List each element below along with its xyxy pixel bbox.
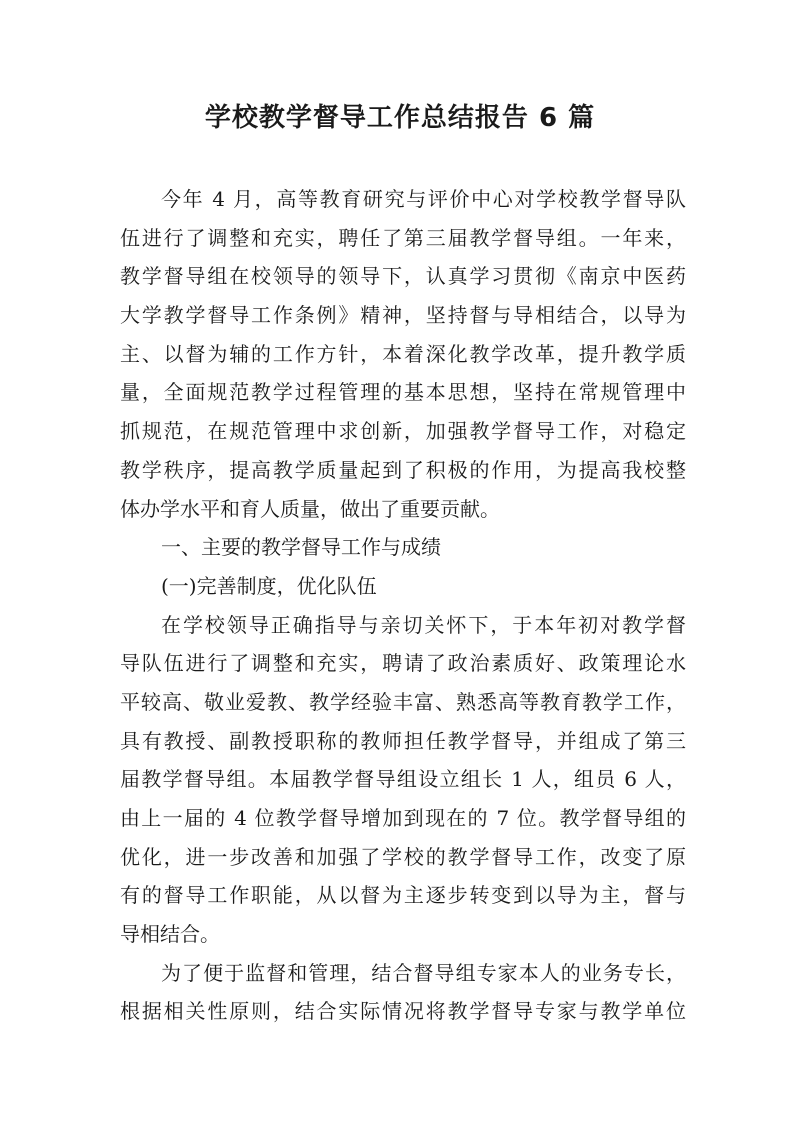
text-line: 抓规范，在规范管理中求创新，加强教学督导工作，对稳定 bbox=[120, 419, 686, 444]
text-line: 有的督导工作职能，从以督为主逐步转变到以导为主，督与 bbox=[120, 883, 686, 908]
text-line: 主、以督为辅的工作方针，本着深化教学改革，提升教学质 bbox=[120, 341, 686, 366]
text-line: 导队伍进行了调整和充实，聘请了政治素质好、政策理论水 bbox=[120, 651, 686, 676]
text-line: 伍进行了调整和充实，聘任了第三届教学督导组。一年来， bbox=[120, 225, 686, 250]
text-line: 一、主要的教学督导工作与成绩 bbox=[161, 535, 441, 560]
text-line: 根据相关性原则，结合实际情况将教学督导专家与教学单位 bbox=[120, 999, 686, 1024]
text-line: 在学校领导正确指导与亲切关怀下，于本年初对教学督 bbox=[161, 612, 686, 637]
text-line: 导相结合。 bbox=[120, 922, 220, 947]
text-line: 平较高、敬业爱教、教学经验丰富、熟悉高等教育教学工作， bbox=[120, 689, 686, 714]
text-line: 为了便于监督和管理，结合督导组专家本人的业务专长， bbox=[161, 960, 686, 985]
document-title: 学校教学督导工作总结报告 6 篇 bbox=[204, 103, 596, 133]
text-line: 届教学督导组。本届教学督导组设立组长 1 人，组员 6 人， bbox=[120, 767, 686, 792]
text-line: 由上一届的 4 位教学督导增加到现在的 7 位。教学督导组的 bbox=[120, 806, 686, 830]
text-line: 体办学水平和育人质量，做出了重要贡献。 bbox=[120, 496, 500, 521]
text-line: 教学督导组在校领导的领导下，认真学习贯彻《南京中医药 bbox=[120, 264, 686, 289]
text-line: 今年 4 月，高等教育研究与评价中心对学校教学督导队 bbox=[161, 187, 686, 211]
document-body bbox=[120, 180, 686, 1031]
text-line: 量，全面规范教学过程管理的基本思想，坚持在常规管理中 bbox=[120, 380, 686, 405]
text-line: 具有教授、副教授职称的教师担任教学督导，并组成了第三 bbox=[120, 728, 686, 753]
text-line: (一)完善制度，优化队伍 bbox=[161, 573, 377, 598]
text-line: 教学秩序，提高教学质量起到了积极的作用，为提高我校整 bbox=[120, 457, 686, 482]
text-line: 优化，进一步改善和加强了学校的教学督导工作，改变了原 bbox=[120, 844, 686, 869]
text-line: 大学教学督导工作条例》精神，坚持督与导相结合，以导为 bbox=[120, 303, 686, 328]
